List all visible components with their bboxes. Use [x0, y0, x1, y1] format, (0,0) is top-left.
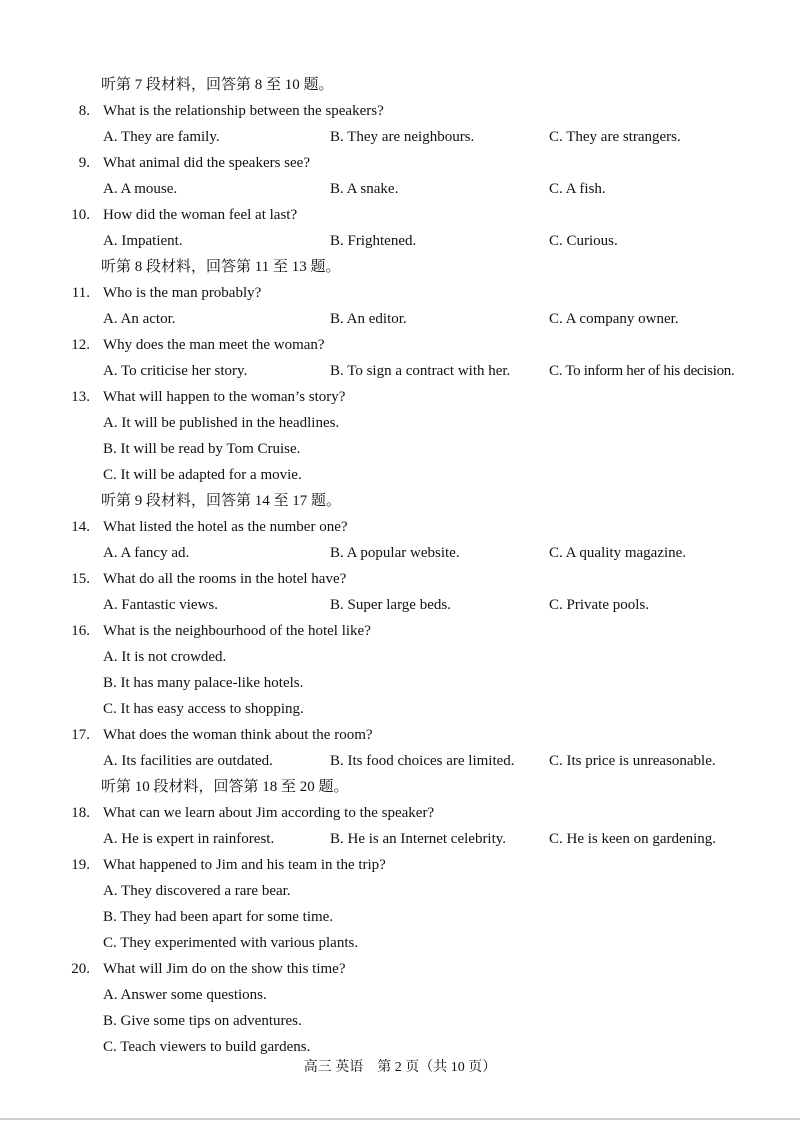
section-instruction: 听第 9 段材料，回答第 14 至 17 题。 — [101, 493, 342, 509]
question-text: What is the neighbourhood of the hotel like? — [103, 623, 371, 639]
question-number: 14. — [71, 519, 90, 535]
section-instruction: 听第 8 段材料，回答第 11 至 13 题。 — [101, 259, 341, 275]
option-c: C. They experimented with various plants. — [103, 935, 359, 951]
options-9 — [0, 176, 800, 202]
option-row-20b — [0, 1008, 800, 1034]
question-text: What will happen to the woman’s story? — [103, 389, 346, 405]
question-text: What can we learn about Jim according to the speaker? — [103, 805, 435, 821]
option-row-19c — [0, 930, 800, 956]
section-header-10 — [0, 774, 800, 800]
option-row-20a — [0, 982, 800, 1008]
question-number: 9. — [78, 155, 90, 171]
option-a: A. Fantastic views. — [103, 597, 218, 613]
section-instruction: 听第 10 段材料，回答第 18 至 20 题。 — [101, 779, 349, 795]
option-a: A. Answer some questions. — [103, 987, 267, 1003]
option-a: A. Its facilities are outdated. — [103, 753, 273, 769]
option-b: B. A popular website. — [330, 545, 460, 561]
question-12 — [0, 332, 800, 358]
question-text: Who is the man probably? — [103, 285, 262, 301]
question-text: What happened to Jim and his team in the trip? — [103, 857, 386, 873]
question-9 — [0, 150, 800, 176]
option-c: C. A quality magazine. — [549, 545, 687, 561]
option-c: C. Its price is unreasonable. — [549, 753, 716, 769]
question-11 — [0, 280, 800, 306]
option-row-19a — [0, 878, 800, 904]
options-12 — [0, 358, 800, 384]
section-instruction: 听第 7 段材料，回答第 8 至 10 题。 — [101, 77, 334, 93]
question-18 — [0, 800, 800, 826]
page-footer: 高三 英语 第 2 页（共 10 页） — [303, 1060, 497, 1075]
question-text: What listed the hotel as the number one? — [103, 519, 348, 535]
options-10 — [0, 228, 800, 254]
section-header-9 — [0, 488, 800, 514]
option-row-16a — [0, 644, 800, 670]
option-b: B. Super large beds. — [330, 597, 451, 613]
option-a: A. They are family. — [103, 129, 220, 145]
option-c: C. They are strangers. — [549, 129, 681, 145]
question-number: 8. — [78, 103, 90, 119]
section-header-7 — [0, 72, 800, 98]
option-b: B. Frightened. — [330, 233, 417, 249]
option-b: B. Give some tips on adventures. — [103, 1013, 302, 1029]
question-text: What do all the rooms in the hotel have? — [103, 571, 347, 587]
option-row-19b — [0, 904, 800, 930]
question-text: What animal did the speakers see? — [103, 155, 310, 171]
question-number: 11. — [71, 285, 90, 301]
option-a: A. Impatient. — [103, 233, 183, 249]
option-a: A. A mouse. — [103, 181, 178, 197]
section-header-8 — [0, 254, 800, 280]
option-c: C. Private pools. — [549, 597, 649, 613]
option-c: C. A company owner. — [549, 311, 679, 327]
option-b: B. It will be read by Tom Cruise. — [103, 441, 301, 457]
option-b: B. They had been apart for some time. — [103, 909, 334, 925]
question-text: What does the woman think about the room? — [103, 727, 373, 743]
option-row-13b — [0, 436, 800, 462]
options-17 — [0, 748, 800, 774]
question-number: 16. — [71, 623, 90, 639]
question-text: What is the relationship between the speakers? — [103, 103, 384, 119]
question-number: 12. — [71, 337, 90, 353]
option-c: C. It will be adapted for a movie. — [103, 467, 302, 483]
options-18 — [0, 826, 800, 852]
question-20 — [0, 956, 800, 982]
question-14 — [0, 514, 800, 540]
option-row-16b — [0, 670, 800, 696]
option-b: B. They are neighbours. — [330, 129, 475, 145]
question-number: 10. — [71, 207, 90, 223]
options-11 — [0, 306, 800, 332]
option-b: B. It has many palace-like hotels. — [103, 675, 304, 691]
option-row-13c — [0, 462, 800, 488]
option-row-13a — [0, 410, 800, 436]
question-19 — [0, 852, 800, 878]
question-15 — [0, 566, 800, 592]
option-a: A. To criticise her story. — [103, 363, 248, 379]
question-text: Why does the man meet the woman? — [103, 337, 325, 353]
options-8 — [0, 124, 800, 150]
option-b: B. An editor. — [330, 311, 407, 327]
question-13 — [0, 384, 800, 410]
question-number: 20. — [71, 961, 90, 977]
question-number: 13. — [71, 389, 90, 405]
question-number: 18. — [71, 805, 90, 821]
option-a: A. He is expert in rainforest. — [103, 831, 275, 847]
question-10 — [0, 202, 800, 228]
option-a: A. They discovered a rare bear. — [103, 883, 291, 899]
question-text: What will Jim do on the show this time? — [103, 961, 346, 977]
option-a: A. A fancy ad. — [103, 545, 190, 561]
option-b: B. He is an Internet celebrity. — [330, 831, 507, 847]
options-14 — [0, 540, 800, 566]
question-16 — [0, 618, 800, 644]
option-a: A. It is not crowded. — [103, 649, 227, 665]
option-c: C. To inform her of his decision. — [549, 363, 735, 379]
option-row-16c — [0, 696, 800, 722]
option-c: C. Teach viewers to build gardens. — [103, 1039, 311, 1055]
options-15 — [0, 592, 800, 618]
bottom-divider — [0, 1118, 800, 1120]
question-number: 17. — [71, 727, 90, 743]
question-text: How did the woman feel at last? — [103, 207, 298, 223]
option-b: B. A snake. — [330, 181, 399, 197]
question-8 — [0, 98, 800, 124]
option-c: C. Curious. — [549, 233, 618, 249]
option-a: A. An actor. — [103, 311, 176, 327]
option-c: C. A fish. — [549, 181, 606, 197]
question-17 — [0, 722, 800, 748]
option-c: C. It has easy access to shopping. — [103, 701, 304, 717]
question-number: 19. — [71, 857, 90, 873]
option-c: C. He is keen on gardening. — [549, 831, 717, 847]
option-b: B. To sign a contract with her. — [330, 363, 511, 379]
question-number: 15. — [71, 571, 90, 587]
option-b: B. Its food choices are limited. — [330, 753, 515, 769]
option-a: A. It will be published in the headlines. — [103, 415, 340, 431]
